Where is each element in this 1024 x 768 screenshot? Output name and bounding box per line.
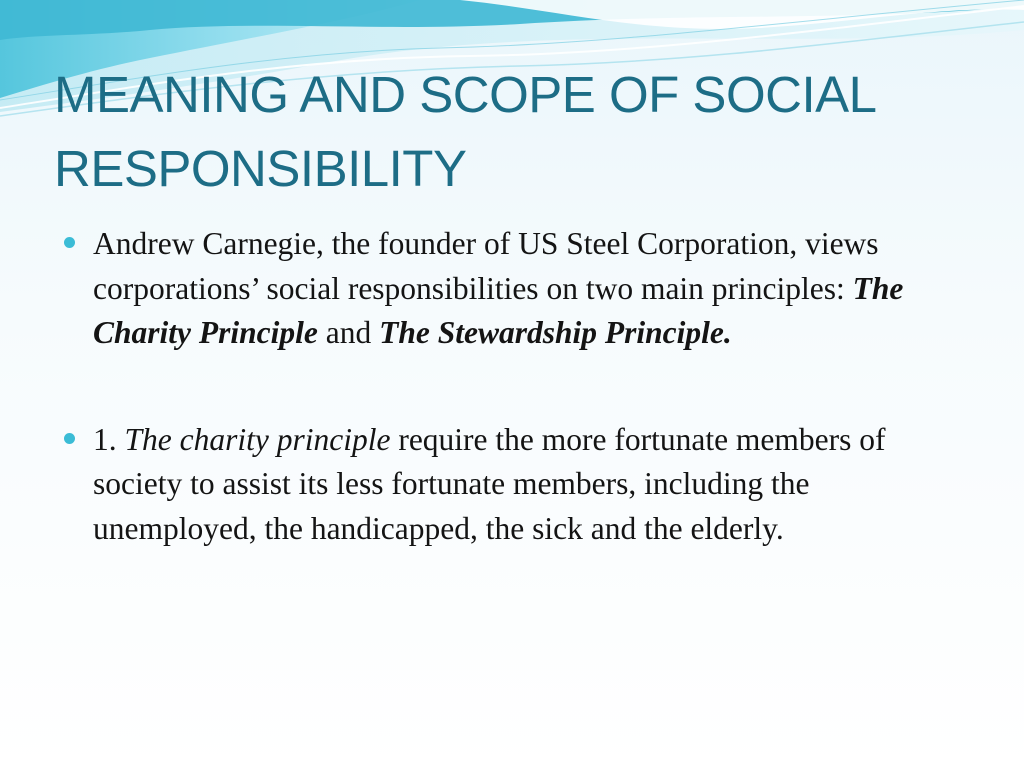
bullet-list (64, 222, 974, 551)
bullet-text: Andrew Carnegie, the founder of US Steel Corporation, views corporations’ social responsibilities on two main principles: (93, 226, 879, 306)
bullet-number: 1. (93, 421, 125, 457)
stewardship-principle-term: The Stewardship Principle. (379, 315, 732, 350)
bullet-text: require the more fortunate members of society to assist its less fortunate members, including the unemployed, the handicapped, the sick and the elderly. (93, 421, 886, 546)
charity-principle-term: The Charity Principle (93, 270, 904, 350)
bullet-dot-icon (64, 237, 75, 248)
bullet-carnegie-principles (64, 222, 974, 356)
bullet-dot-icon (64, 433, 75, 444)
slide-title: MEANING AND SCOPE OF SOCIAL RESPONSIBILITY (54, 66, 875, 197)
bullet-text-connector: and (317, 315, 380, 350)
charity-principle-term: The charity principle (124, 421, 391, 457)
bullet-charity-principle (64, 418, 974, 552)
